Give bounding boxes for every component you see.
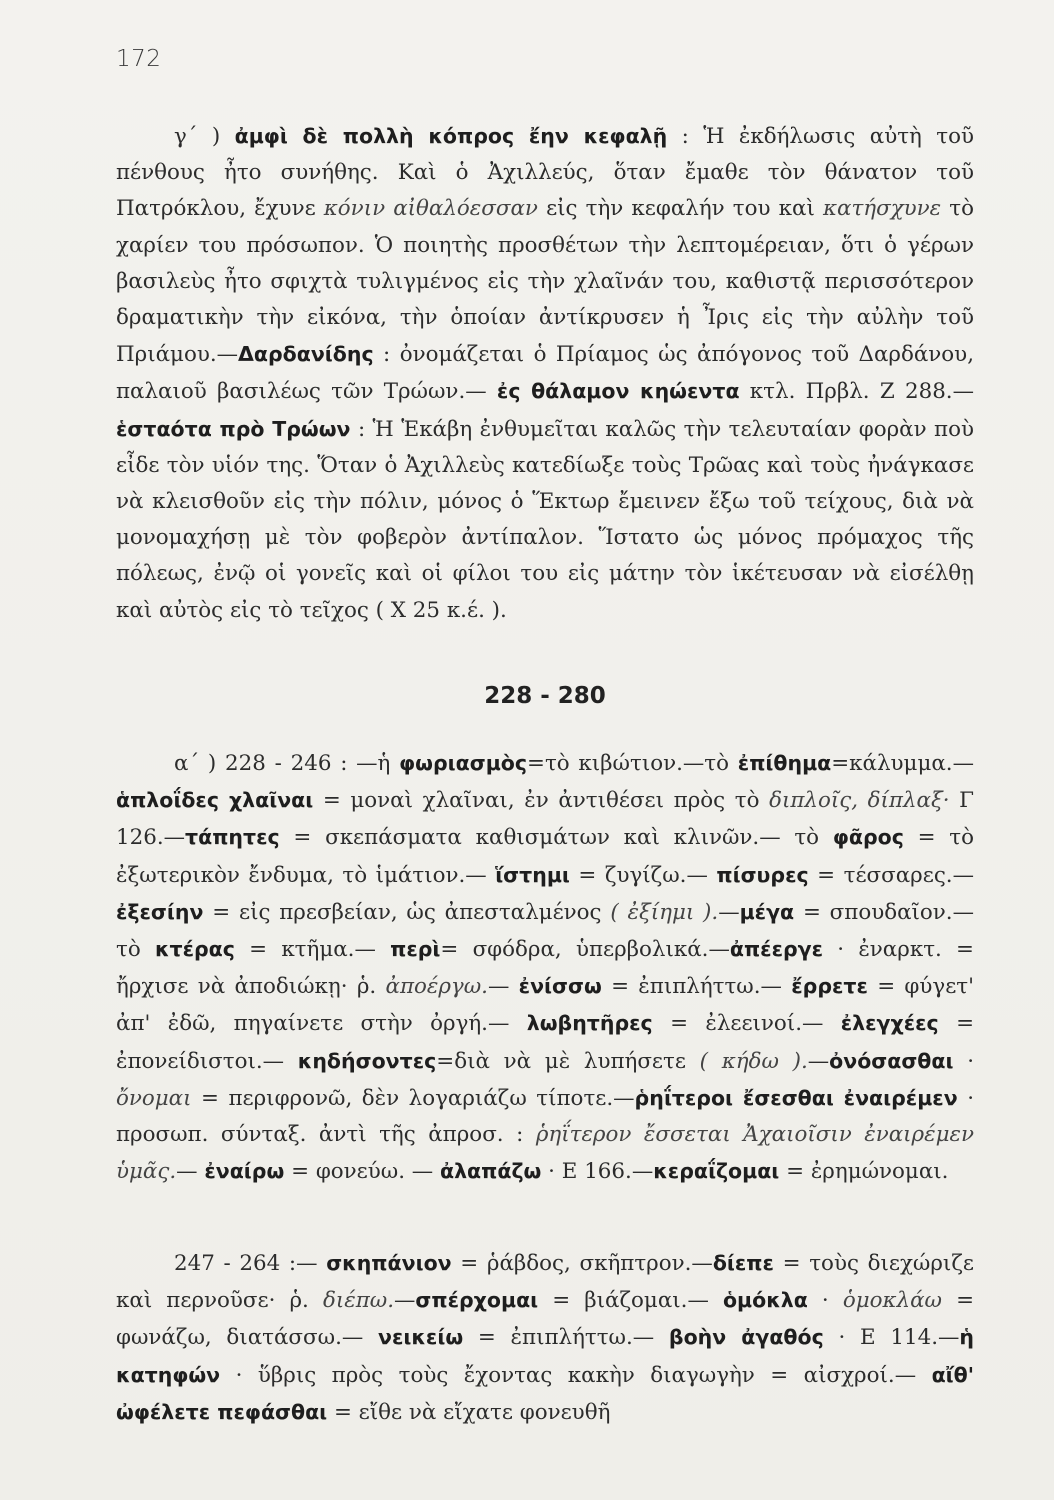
gloss-text: = φωνάζω, διατάσσω.— — [116, 1288, 974, 1351]
lemma-term: ἀμφὶ δὲ πολλὴ κόπρος ἔην κεφαλῇ — [234, 124, 668, 148]
gloss-text: — — [394, 1288, 416, 1314]
gloss-text: = ζυγίζω.— — [569, 862, 717, 888]
gloss-text: : Ἡ Ἑκάβη ἐνθυμεῖται καλῶς τὴν τελευταίαν φορὰν ποὺ εἶδε τὸν υἱόν της. Ὅταν ὁ Ἀχιλλεὺς κατεδίωξε τοὺς Τρῶας καὶ τοὺς ἠνάγκασε νὰ κλεισθοῦν εἰς τὴν πόλιν, μόνος ὁ Ἕκτωρ ἔμεινεν ἔξω τοῦ τείχους, διὰ νὰ μονομαχήσῃ μὲ τὸν φοβερὸν ἀντίπαλον. Ἵστατο ὡς μόνος πρόμαχος τῆς πόλεως, ἐνῷ οἱ γονεῖς καὶ οἱ φίλοι του εἰς μάτην τὸν ἱκέτευσαν νὰ εἰσέλθῃ καὶ αὐτὸς εἰς τὸ τεῖχος ( Χ 25 κ.έ. ). — [116, 416, 974, 623]
italic-citation: κατήσχυνε — [822, 196, 942, 222]
gloss-text: · ὕβρις πρὸς τοὺς ἔχοντας κακὴν διαγωγὴν = αἰσχροί.— — [220, 1362, 932, 1388]
gloss-text: = τὸ ἐξωτερικὸν ἔνδυμα, τὸ ἱμάτιον.— — [116, 825, 975, 888]
gloss-text: — — [176, 1159, 205, 1185]
commentary-paragraph-2 — [116, 745, 974, 1190]
gloss-text: = ἐπιπλήττω.— — [463, 1325, 669, 1351]
gloss-text: = ἐρημώνομαι. — [779, 1159, 949, 1185]
gloss-text: = ἐπιπλήττω.— — [601, 974, 792, 1000]
gloss-text: =κάλυμμα.— — [831, 751, 974, 776]
gloss-text: = βιάζομαι.— — [538, 1288, 723, 1314]
lemma-term: λωβητῆρες — [526, 1011, 653, 1036]
gloss-text: =τὸ κιβώτιον.—τὸ — [527, 751, 738, 776]
italic-citation: ῥηΐτερον ἔσσεται Ἀχαιοῖσιν ἐναιρέμεν ὑμᾶς. — [116, 1122, 974, 1185]
gloss-text: — — [807, 1048, 830, 1074]
lemma-term: πίσυρες — [716, 862, 809, 887]
lemma-term: ἐνίσσω — [518, 974, 602, 999]
lemma-term: ῥηΐτεροι ἔσεσθαι ἐναιρέμεν — [634, 1085, 958, 1110]
gloss-text: = ῥάβδος, σκῆπτρον.— — [451, 1251, 713, 1276]
commentary-paragraph-1 — [116, 118, 974, 629]
lemma-term: Δαρδανίδης — [238, 342, 374, 367]
lemma-term: περὶ — [390, 937, 441, 962]
gloss-text: = τοὺς διεχώριζε καὶ περνοῦσε· ῥ. — [116, 1251, 974, 1314]
lemma-term: μέγα — [739, 899, 795, 924]
italic-citation: ὄνομαι — [116, 1085, 192, 1111]
paragraph-text — [116, 1245, 974, 1431]
paragraph-text — [116, 118, 974, 629]
italic-citation: ( κήδω ). — [699, 1048, 808, 1074]
gloss-text: = περιφρονῶ, δὲν λογαριάζω τίποτε.— — [191, 1085, 635, 1111]
lemma-term: δίεπε — [712, 1251, 774, 1275]
gloss-text: : Ἡ ἐκδήλωσις αὐτὴ τοῦ πένθους ἦτο συνήθης. Καὶ ὁ Ἀχιλλεύς, ὅταν ἔμαθε τὸν θάνατον τοῦ Πατρόκλου, ἔχυνε — [116, 124, 974, 222]
gloss-text: κτλ. Πρβλ. Ζ 288.— — [739, 379, 974, 405]
italic-citation: ἀποέργω. — [385, 974, 488, 1000]
gloss-text: = τέσσαρες.— — [808, 862, 975, 888]
page-number: 172 — [116, 46, 162, 72]
lemma-term: ἵστημι — [495, 862, 570, 887]
lemma-term: κεραΐζομαι — [653, 1159, 780, 1184]
gloss-text: = σφόδρα, ὑπερβολικά.— — [440, 937, 730, 963]
lemma-term: ἐναίρω — [204, 1159, 285, 1184]
lemma-term: νεικείω — [378, 1325, 464, 1350]
gloss-text: = φονεύω. — — [284, 1159, 440, 1185]
gloss-text: · Ε 114.— — [823, 1325, 960, 1351]
lemma-term: κτέρας — [154, 937, 235, 962]
gloss-text: = εἴθε νὰ εἴχατε φονευθῆ — [327, 1399, 611, 1425]
gloss-text: = φύγετ' ἀπ' ἐδῶ, πηγαίνετε στὴν ὀργή.— — [116, 974, 974, 1037]
gloss-text: = σπουδαῖον.— τὸ — [116, 899, 974, 963]
italic-citation: ὁμοκλάω — [842, 1288, 942, 1314]
gloss-text: : ὀνομάζεται ὁ Πρίαμος ὡς ἀπόγονος τοῦ Δαρδάνου, παλαιοῦ βασιλέως τῶν Τρώων.— — [116, 342, 974, 405]
lemma-term: ἐς θάλαμον κηώεντα — [496, 379, 740, 404]
gloss-text: · — [807, 1288, 843, 1314]
gloss-text: = ἐλεεινοί.— — [652, 1011, 841, 1037]
lemma-term: σπέρχομαι — [415, 1288, 539, 1313]
section-heading: 228 - 280 — [484, 683, 606, 709]
lemma-term: φᾶρος — [832, 825, 904, 850]
gloss-text: · προσωπ. σύνταξ. ἀντὶ τῆς ἀπροσ. : — [116, 1085, 974, 1148]
gloss-text: = εἰς πρεσβείαν, ὡς ἀπεσταλμένος — [203, 899, 611, 925]
lemma-term: ὁμόκλα — [722, 1288, 808, 1313]
paragraph-text — [116, 745, 974, 1190]
gloss-text: — — [718, 899, 740, 925]
gloss-text: · — [953, 1048, 974, 1074]
gloss-text: — — [487, 974, 519, 1000]
gloss-text: = κτῆμα.— — [234, 937, 391, 963]
italic-citation: διπλοῖς, δίπλαξ· — [769, 788, 950, 814]
gloss-text: εἰς τὴν κεφαλήν του καὶ — [537, 196, 823, 222]
lemma-term: ὀνόσασθαι — [829, 1048, 954, 1073]
gloss-text: α΄ ) 228 - 246 : —ἡ — [174, 751, 400, 776]
lemma-term: ἀλαπάζω — [440, 1159, 542, 1184]
gloss-text: = μοναὶ χλαῖναι, ἐν ἀντιθέσει πρὸς τὸ — [313, 788, 770, 814]
lemma-term: ἔρρετε — [791, 974, 868, 999]
lemma-term: ἐξεσίην — [116, 899, 204, 924]
italic-citation: κόνιν αἰθαλόεσσαν — [323, 196, 538, 222]
gloss-text: Γ 126.— — [116, 788, 974, 851]
gloss-text: γ΄ ) — [174, 124, 235, 149]
gloss-text: = ἐπονείδιστοι.— — [116, 1011, 974, 1074]
lemma-term: ἁπλοΐδες χλαῖναι — [116, 788, 314, 813]
gloss-text: =διὰ νὰ μὲ λυπήσετε — [436, 1048, 700, 1074]
lemma-term: ἐπίθημα — [737, 751, 832, 775]
gloss-text: · ἐναρκτ. = ἤρχισε νὰ ἀποδιώκῃ· ῥ. — [116, 937, 974, 1000]
italic-citation: ( ἐξίημι ). — [610, 899, 719, 925]
lemma-term: ἑσταότα πρὸ Τρώων — [116, 416, 351, 441]
commentary-paragraph-3 — [116, 1245, 974, 1431]
gloss-text: · Ε 166.— — [541, 1159, 654, 1185]
italic-citation: διέπω. — [322, 1288, 395, 1314]
lemma-term: κηδήσοντες — [297, 1048, 437, 1073]
lemma-term: ἡ κατηφών — [116, 1325, 974, 1387]
gloss-text: = σκεπάσματα καθισμάτων καὶ κλινῶν.— τὸ — [279, 825, 833, 851]
lemma-term: βοὴν ἀγαθός — [668, 1325, 824, 1350]
gloss-text: 247 - 264 :— — [174, 1251, 327, 1276]
lemma-term: αἴθ' ὠφέλετε πεφάσθαι — [116, 1362, 974, 1424]
lemma-term: φωριασμὸς — [399, 751, 528, 775]
gloss-text: τὸ χαρίεν του πρόσωπον. Ὁ ποιητὴς προσθέτων τὴν λεπτομέρειαν, ὅτι ὁ γέρων βασιλεὺς ἦτο σφιχτὰ τυλιγμένος εἰς τὴν χλαῖνάν του, καθιστᾷ περισσότερον δραματικὴν τὴν εἰκόνα, τὴν ὁποίαν ἀντίκρυσεν ἡ Ἶρις εἰς τὴν αὐλὴν τοῦ Πριάμου.— — [116, 196, 974, 368]
lemma-term: ἐλεγχέες — [840, 1011, 939, 1036]
lemma-term: τάπητες — [185, 825, 280, 850]
lemma-term: ἀπέεργε — [729, 937, 824, 962]
lemma-term: σκηπάνιον — [326, 1251, 452, 1275]
